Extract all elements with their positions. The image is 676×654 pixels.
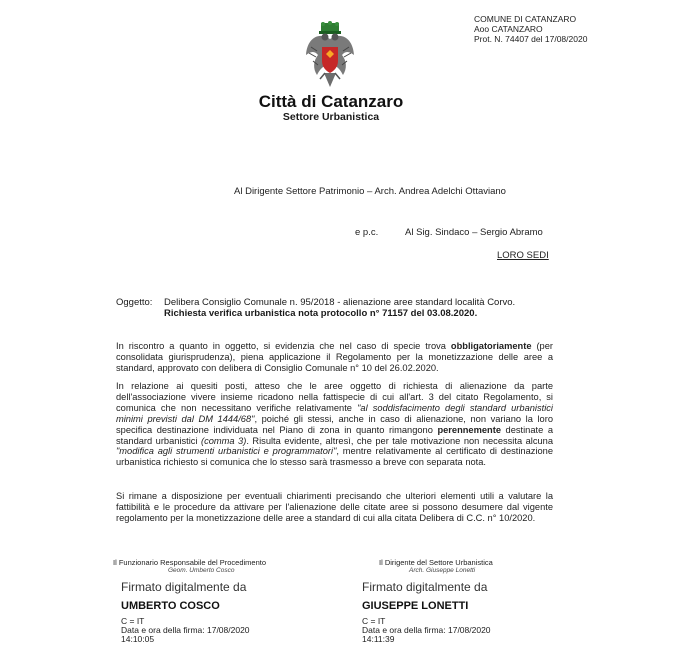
emphasis-obbligatoriamente: obbligatoriamente (450, 341, 532, 351)
signature-1-name: UMBERTO COSCO (121, 600, 220, 612)
recipient-cc: Al Sig. Sindaco – Sergio Abramo (405, 227, 543, 238)
signature-1-small-name: Geom. Umberto Cosco (168, 567, 235, 574)
loro-sedi: LORO SEDI (497, 250, 549, 261)
signature-2-signed-label: Firmato digitalmente da (362, 580, 488, 594)
body-paragraph-1: In riscontro a quanto in oggetto, si evidenzia che nel caso di specie trova obbligatoriamente (per consolidata giurisprudenza), piena applicazione il Regolamento per la monetizzazione delle aree a standard, approvato con delibera di Consiglio Comunale n° 10 del 26.02.2020. (116, 341, 553, 373)
epc-label: e p.c. (355, 227, 379, 238)
signature-2-small-name: Arch. Giuseppe Lonetti (409, 567, 476, 574)
protocol-line-2: Aoo CATANZARO (474, 24, 543, 34)
signature-1-role: Il Funzionario Responsabile del Procedimento (113, 558, 267, 567)
subject-line-2: Richiesta verifica urbanistica nota protocollo n° 71157 del 03.08.2020. (164, 308, 478, 319)
signature-1-meta: C = IT Data e ora della firma: 17/08/2020 14:10:05 (121, 616, 250, 644)
quote-standard: "al soddisfacimento degli standard urbanistici minimi previsti dal DM 1444/68" (116, 402, 553, 424)
signature-2-role: Il Dirigente del Settore Urbanistica (379, 558, 493, 567)
subject-line-1: Delibera Consiglio Comunale n. 95/2018 - alienazione aree standard località Corvo. (164, 297, 516, 308)
department-name: Settore Urbanistica (282, 111, 380, 123)
body-paragraph-3: Si rimane a disposizione per eventuali chiarimenti precisando che ulteriori elementi utili a valutare la fattibilità e le procedure da attivare per l'alienazione delle citate aree si possono desumere dal vigente regolamento per la monetizzazione delle aree a standard di cui alla citata Delibera di C.C. n° 10/2020. (116, 491, 553, 523)
city-name: Città di Catanzaro (258, 92, 404, 111)
quote-modifica: "modifica agli strumenti urbanistici e programmatori" (116, 446, 337, 457)
signature-1-signed-label: Firmato digitalmente da (121, 580, 247, 594)
protocol-stamp (474, 14, 587, 44)
emphasis-perennemente: perennemente (437, 424, 501, 435)
subject-label: Oggetto: (116, 297, 153, 308)
subject-text (164, 297, 564, 319)
recipient-main: Al Dirigente Settore Patrimonio – Arch. Andrea Adelchi Ottaviano (234, 186, 506, 197)
signature-2-meta: C = IT Data e ora della firma: 17/08/2020 14:11:39 (362, 616, 491, 644)
protocol-line-1: COMUNE DI CATANZARO (474, 14, 577, 24)
city-coat-of-arms-icon (303, 21, 357, 91)
protocol-line-3: Prot. N. 74407 del 17/08/2020 (474, 34, 588, 44)
body-paragraph-2: In relazione ai quesiti posti, atteso che le aree oggetto di richiesta di alienazione da parte dell'associazione vivere insieme ricadono nella fattispecie di cui all'art. 3 del citato Regolamento, si comunica che non necessitano verifiche relativamente "al soddisfacimento degli standard urbanistici minimi previsti dal DM 1444/68", poiché gli stessi, anche in caso di alienazione, non variano la loro specifica destinazione individuata nel Piano di zona in quanto rimangono perennemente destinate a standard urbanistici (comma 3). Risulta evidente, altresì, che per tale motivazione non necessita alcuna "modifica agli strumenti urbanistici e programmatori", mentre relativamente al certificato di destinazione urbanistica richiesto si comunica che lo stesso sarà trasmesso a breve con separata nota. (116, 381, 553, 468)
signature-2-name: GIUSEPPE LONETTI (362, 600, 469, 612)
